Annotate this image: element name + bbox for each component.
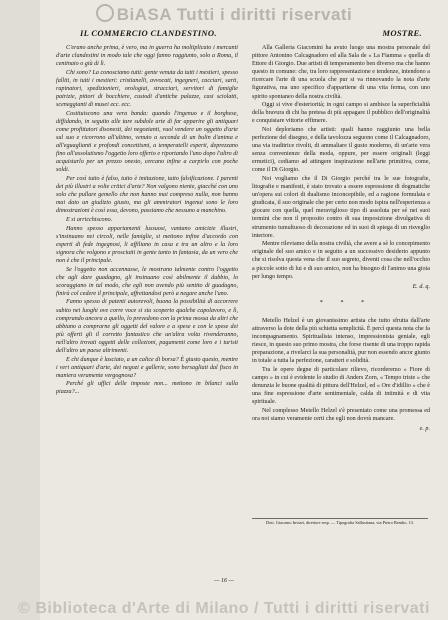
paragraph: E si arricchiscono. <box>66 216 113 223</box>
watermark-bottom: © Biblioteca d'Arte di Milano / Tutti i diritti riservati <box>18 600 430 617</box>
author-initials: E. d. q. <box>412 283 430 290</box>
header-left-title: IL COMMERCIO CLANDESTINO. <box>80 28 217 38</box>
paragraph: Costituiscono una vera banda: quando l'ingenuo e il borghese, diffidando, in seguito alle tare subdole arte di far apparire gli antiquari come profittatori disonesti, dei negozianti, vuol vendere un oggetto d'arte sul suo e ricorrono all'ultimo, venuto a seconda di un bulin d'anima e all'eguaglianti e profondi concettismi, a temperatelli esperti, deprezzano fino all'assolutismo l'oggetto loro offerto e riportando l'uno dopo l'altro di acquistarlo per un prezzo onesto, cercano infine a carpirlo con poche soldi. <box>56 110 238 174</box>
page-gutter <box>0 0 40 620</box>
watermark-top-text: BiASA Tutti i diritti riservati <box>116 5 353 24</box>
paragraph: Noi vogliamo che il Di Giorgio perché tra le sue fotografie, litografie e manifesti, è stato trovato a essere espressione di dogmatiche un'opera sui colori di dualismo inconcepibile, ed a ragione formulata e giudicata, il suo originale che per certo non modo ispira nell'esperienza a giocare con quella, quel meraviglioso tipo di assoluta per sé nei suoi termini che non il proposito contro di sua imposizione divulgativa di strumento tumultuoso di decorazione ed in suoi di spiega di un risveglio interiore. <box>252 176 430 239</box>
paragraph: Alla Galleria Giacomini ha avuto luogo una mostra personale del pittore Antonino Calcagnadoro ed alla Sala de « La Fiamma » quella di Ettore di Giorgio. Due artisti di temperamento ben diverso ma che hanno questo in comune: che, tra loro rappresentazione e tendenze, intendono a ricercare l'arte di una scuola che pur si va rinnovando la nota d'arte figurativa, ma uno specifico d'appartiene di una vita ferma, con uno spirito spontaneo della nostra civiltà. <box>252 45 430 100</box>
paragraph: Nel complesso Metello Helzel s'è presentato come una promessa ed ora noi siamo veramente certi che egli non dovrà mancare. <box>252 407 430 423</box>
paragraph: Oggi si vive d'esteriorità; in ogni campo si ambisce la superficialità della bravura di chi ha pretesa di più appagare il pubblico dell'originalità e conquistare vittorie effimere. <box>252 102 430 125</box>
paragraph: Fanno spesso di patenti autorevoli, buona la possibilità di accorrere subito nei luoghi ove corre voce si sia scoperto qualche capolavoro, e lì, comprando ancora a quello, lo prevedono con la prima mossa da altri che abbiano a comprarne gli oggetti del valore e a spese e con le spese dei più offerti gli il corretto fantastico che un'altra volta rivenderanno, nell'altro trovati oggetti delle collezioni, pagamenti come loro e i turisti dell'altro un paese altrimenti. <box>56 299 238 354</box>
paragraph: C'erano anche prima, è vero, ma in guerra ha moltiplicato i mercanti d'arte clandestini in modo tale che oggi fanno raggiunto, solo a Roma, il centinaio o giù di lì. <box>56 45 238 68</box>
paragraph: Chi sono? La conosciamo tutti: gente venuta da tutti i mestieri, spesso falliti, in tutti i mestieri: cristianelli, avvocati, ingegneri, cacciari, sarti, rapinatori, spedizionieri, orologiai, stracciari, servitori di famiglie patrizie, pittori di bocchiere, custodi d'antiche palazze, casi sciolatti, sceneggianti di musei ecc. ecc. <box>56 69 238 109</box>
watermark-top <box>0 4 448 25</box>
running-header <box>50 28 428 40</box>
paragraph: Metello Helzel è un giovanissimo artista che tutto sfrutta dall'arte attraverso la dote della più schietta semplicità. È percì questa nota che fa incompagnamento. Spiritualista intenso, impressionista geniale, egli riesce, in questo suo primo mostra, che forse risente di una troppo rapida preparazione, a rivelarci la sua personalità, pur non essendo ancor giunto in totale a tutta la perfezione, caratteri e solidità. <box>252 317 430 365</box>
header-right-title: MOSTRE. <box>382 28 422 38</box>
paragraph: Perché gli uffici delle imposte non... mettono in bilanci sulla piazza?... <box>56 381 238 396</box>
paragraph: E chi dunque è lasciato, a un calice di borsa? È giusto questo, mentre i veri antiquari d'arte, dei negozi e gallerie, sono bersagliati dal fisco in maniera veramente vergognosa? <box>56 356 238 379</box>
paragraph: Mentre rileviamo della nostra civiltà, che avere a sè lo concepimento originale del suo amico e in seguito a un successivo desiderio appunto che si risolva questa vena che il suo segreto, diventi cosa che nell'occhio a piccole sotto di lui e di suo amico, non ha bisogno di l'animo una gioia per lungo tempo. <box>252 241 431 280</box>
paragraph: Noi deploriamo che artisti: quali hanno raggiunto una bella perfezione del disegno, e della tavolozza seguono come il Calcagnadoro, una via traditrice rivolti, di ammaliare il gusto moderno, di un'arte vera senza convenienze della moda, oppure, per essere originali (leggi ermetici), cediamo ad attingere inspirazione nell'arte primitiva, come, come il Di Giorgio. <box>252 126 430 174</box>
paragraph: Tra le opere degne di particolare rilievo, ricorderemo « Fiore di campo » in cui è evidente lo studio di Anders Zorn, « Tempo triste » che denunzia le buone qualità di pittura dell'Helzel, ed « Ore d'idillio » che è una fine espressione d'arte sentimentale, calda di intimità e di vita spirituale. <box>252 366 430 406</box>
paragraph: Hanno spesso appartamenti lussuosi, vantano amicizie illustri, s'insinuano nei circoli, nelle famiglie, si mettono infine d'accordo con esperti di fede ingegnosi, li affiliano in casa e tra un altro e la loro signora che volgono e prosciutti in gente tanto in fantasia, da un vero che non è che il principale. <box>56 225 238 264</box>
printer-imprint: Dott. Giacomo Inviati, direttore resp. — Tipografia Sallustiana, via Pietro Bembo, 13. <box>266 520 414 525</box>
paragraph: Se l'oggetto non accennasse, le mostrano talmente contro l'oggetto che agli dare guadagno, gli insinuano così abilmente il dubbio, lo scoraggiano in tal modo, che egli non avendo più sentito di guadagno, finirà col cedere il principale, affrettandosi però a negare anche l'uno. <box>56 266 238 297</box>
author-initials: e. p. <box>419 426 430 433</box>
biasa-logo-icon <box>96 4 114 22</box>
imprint-divider <box>252 518 428 519</box>
right-article-column <box>252 44 430 433</box>
paragraph: Per così tutto è falso, tutto è imitazione, tutto falsificazione. I parenti dei più illustri a volte critici d'arte? Non valgono niente, giacché con uno solo che pullare gemello che non hanno mai compreso nulla, non hanno mai dato un giudizio giusto, ma gli ammiratori ingenui sono le loro dimostrazioni è così essa, devono, passiamo che nessuno a manchino. <box>56 176 238 215</box>
section-separator: * * * <box>319 299 373 306</box>
page-number: — 16 — <box>214 578 234 584</box>
left-article-column <box>56 44 238 397</box>
